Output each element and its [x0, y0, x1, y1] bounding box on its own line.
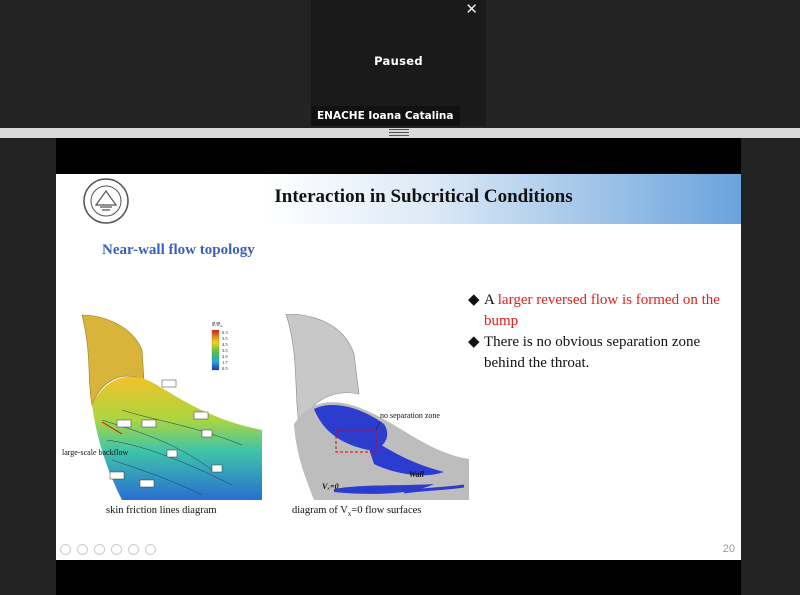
- vx-zero-annotation: Vₓ=0: [322, 482, 339, 491]
- backflow-annotation: large-scale backflow: [62, 448, 129, 457]
- diamond-bullet-icon: ◆: [468, 292, 480, 308]
- figure2-caption: diagram of $V_x=0$ flow surfaces: [292, 505, 422, 519]
- prev-slide-icon[interactable]: [60, 544, 71, 555]
- no-separation-annotation: no separation zone: [380, 411, 440, 420]
- colorbar-title: P/P₀: [212, 322, 223, 328]
- pen-icon[interactable]: [94, 544, 105, 555]
- bullet-text: A: [484, 292, 498, 308]
- close-icon[interactable]: ✕: [465, 0, 478, 18]
- meeting-top-strip: [0, 0, 800, 128]
- flow-surfaces-figure: [284, 314, 474, 500]
- slide-subtitle: Near-wall flow topology: [102, 242, 255, 258]
- video-paused-label: Paused: [374, 54, 423, 68]
- bullet-item: [468, 332, 738, 374]
- bullet-item: [468, 290, 738, 332]
- diamond-bullet-icon: ◆: [468, 334, 480, 350]
- colorbar-tick-label: 0.5: [222, 366, 228, 371]
- colorbar-tick-label: 4.5: [222, 342, 228, 347]
- presentation-slide: [56, 174, 741, 560]
- colorbar-tick-label: 1.7: [222, 360, 228, 365]
- figure1-caption: skin friction lines diagram: [106, 505, 217, 516]
- colorbar-tick-label: 3.5: [222, 348, 228, 353]
- slide-nav-controls[interactable]: [60, 544, 156, 555]
- slide-title: Interaction in Subcritical Conditions: [274, 186, 573, 207]
- slides-grid-icon[interactable]: [111, 544, 122, 555]
- bullet-highlight-text: larger reversed flow is formed on the bump: [484, 292, 720, 329]
- slide-header: [56, 174, 741, 224]
- wall-annotation: Wall: [409, 470, 424, 479]
- bullet-text: There is no obvious separation zone behind the throat.: [484, 334, 701, 371]
- panel-splitter[interactable]: [0, 128, 800, 138]
- shared-screen: [56, 138, 741, 595]
- bullet-list: [468, 290, 738, 374]
- participant-name: ENACHE Ioana Catalina: [311, 106, 460, 126]
- drag-handle-icon[interactable]: [389, 129, 409, 137]
- colorbar-tick-label: 6.3: [222, 330, 228, 335]
- zoom-icon[interactable]: [128, 544, 139, 555]
- next-slide-icon[interactable]: [77, 544, 88, 555]
- skin-friction-figure: [62, 310, 272, 500]
- participant-video-tile[interactable]: [311, 0, 486, 126]
- slide-page-number: 20: [722, 543, 735, 555]
- colorbar-tick-label: 2.9: [222, 354, 228, 359]
- more-options-icon[interactable]: [145, 544, 156, 555]
- colorbar-tick-label: 5.5: [222, 336, 228, 341]
